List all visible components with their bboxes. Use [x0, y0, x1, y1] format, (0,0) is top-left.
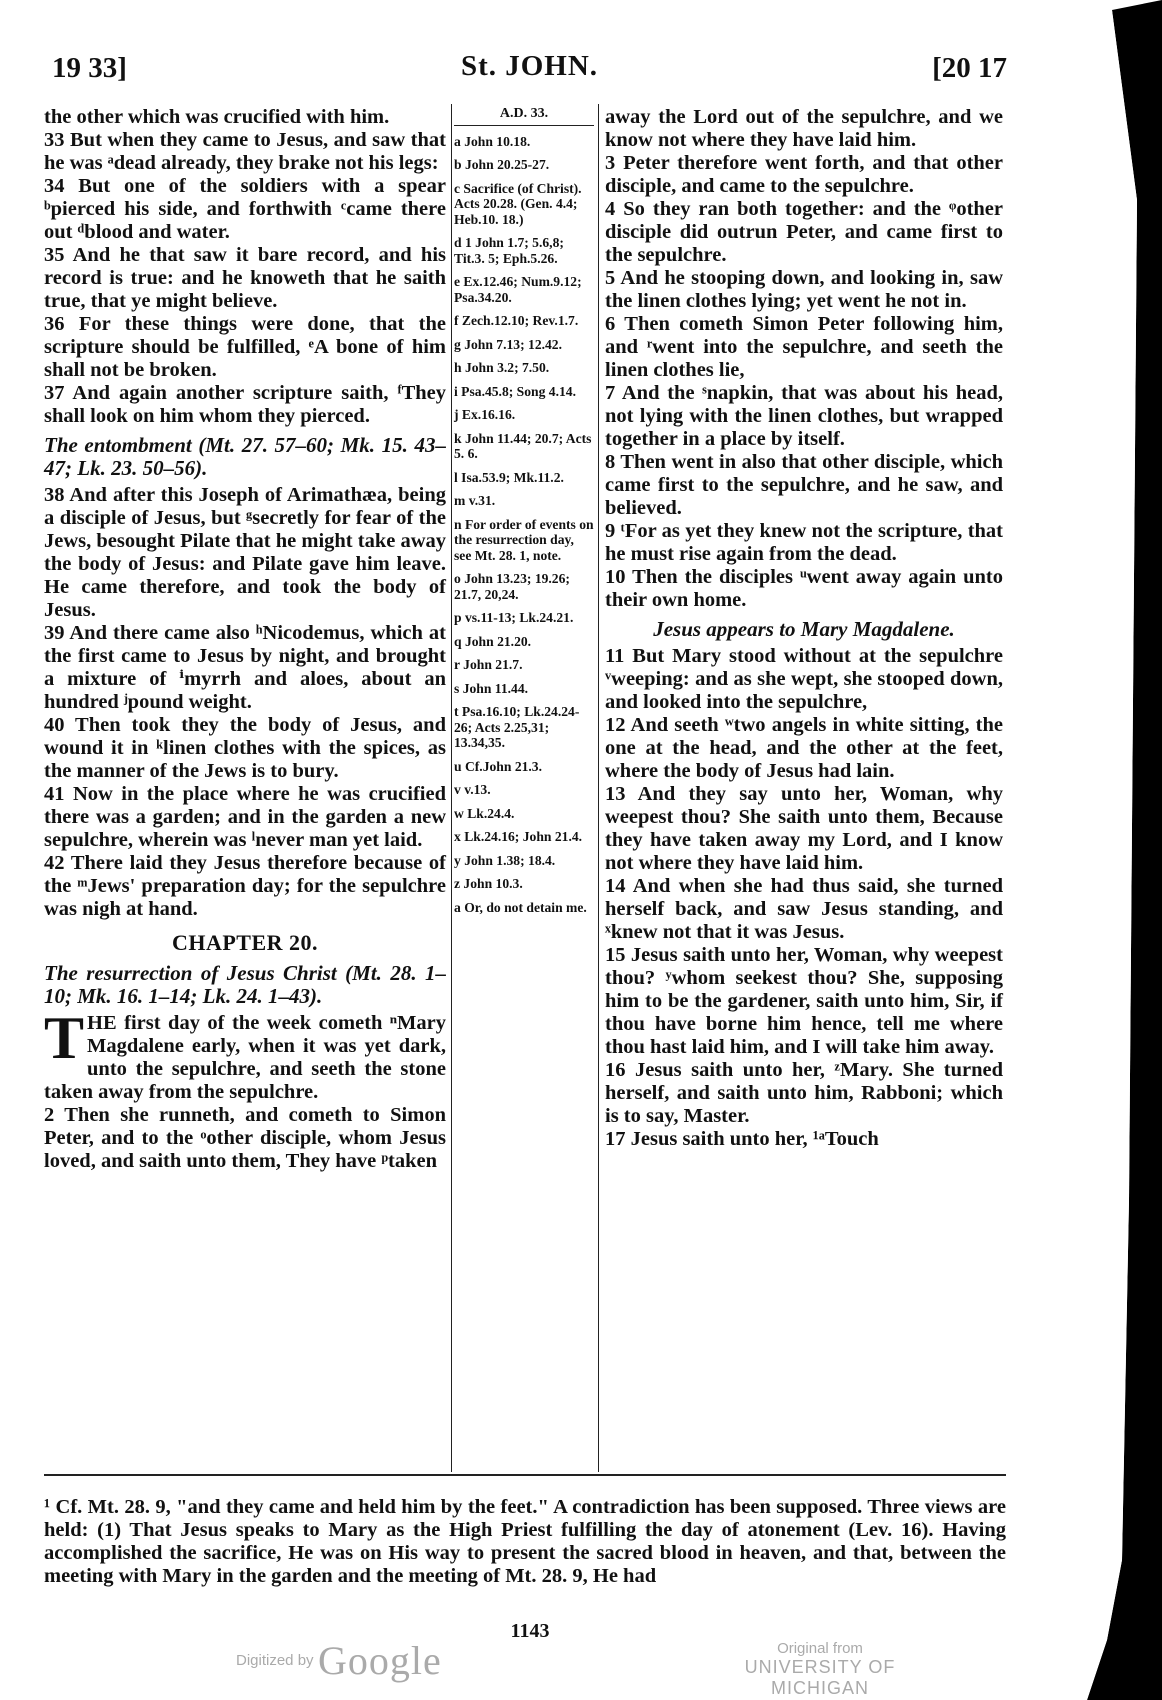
verse: 16 Jesus saith unto her, ᶻMary. She turned herself, and saith unto him, Rabboni; which is to say, Master.	[605, 1059, 1003, 1127]
google-logo: Google	[318, 1638, 442, 1683]
margin-references-column	[454, 106, 594, 923]
footnote-rule	[44, 1474, 1006, 1476]
margin-reference: a John 10.18.	[454, 133, 531, 149]
margin-reference: v v.13.	[454, 782, 491, 797]
verse: 39 And there came also ʰNicodemus, which at the first came to Jesus by night, and brought a mixture of ⁱmyrrh and aloes, about an hundred ʲpound weight.	[44, 622, 446, 713]
running-header	[52, 50, 1007, 90]
verse: 7 And the ˢnapkin, that was about his head, not lying with the linen clothes, but wrapped together in a place by itself.	[605, 382, 1003, 450]
verse: 9 ᵗFor as yet they knew not the scripture, that he must rise again from the dead.	[605, 520, 1003, 565]
header-book-title: St. JOHN.	[460, 50, 599, 82]
margin-reference: j Ex.16.16.	[454, 407, 516, 422]
original-from-watermark	[700, 1640, 940, 1699]
verse-text: HE first day of the week cometh ⁿMary Magdalene early, when it was yet dark, unto the sepulchre, and seeth the stone taken away from the sepulchre.	[44, 1012, 446, 1103]
verse: 33 But when they came to Jesus, and saw that he was ᵃdead already, they brake not his legs:	[44, 129, 446, 174]
verse: 8 Then went in also that other disciple, which came first to the sepulchre, and he saw, and believed.	[605, 451, 1003, 519]
verse: 34 But one of the soldiers with a spear ᵇpierced his side, and forthwith ᶜcame there out ᵈblood and water.	[44, 175, 446, 243]
verse: 11 But Mary stood without at the sepulchre ᵛweeping: and as she wept, she stooped down, and looked into the sepulchre,	[605, 645, 1003, 713]
margin-reference: c Sacrifice (of Christ). Acts 20.28. (Gen. 4.4; Heb.10. 18.)	[454, 180, 582, 227]
margin-reference: w Lk.24.4.	[454, 805, 515, 821]
margin-reference: z John 10.3.	[454, 876, 523, 891]
margin-reference: f Zech.12.10; Rev.1.7.	[454, 313, 579, 328]
margin-reference: g John 7.13; 12.42.	[454, 336, 563, 352]
verse: 13 And they say unto her, Woman, why weepest thou? She saith unto them, Because they have taken away my Lord, and I know not where they have laid him.	[605, 783, 1003, 874]
verse: 36 For these things were done, that the scripture should be fulfilled, ᵉA bone of him shall not be broken.	[44, 313, 446, 381]
margin-reference: s John 11.44.	[454, 680, 529, 696]
header-right-reference: [20 17	[932, 52, 1007, 84]
margin-reference: q John 21.20.	[454, 633, 532, 649]
verse: 38 And after this Joseph of Arimathæa, being a disciple of Jesus, but ᵍsecretly for fear of the Jews, besought Pilate that he might take away the body of Jesus: and Pilate gave him leave. He came therefore, and took the body of Jesus.	[44, 484, 447, 621]
page-edge-shadow	[1067, 0, 1162, 1700]
margin-reference: x Lk.24.16; John 21.4.	[454, 829, 583, 844]
section-heading-mary: Jesus appears to Mary Magdalene.	[653, 617, 955, 641]
margin-reference: d 1 John 1.7; 5.6,8; Tit.3. 5; Eph.5.26.	[454, 235, 564, 266]
digitized-by-watermark	[236, 1637, 442, 1684]
header-left-reference: 19 33]	[52, 52, 127, 84]
margin-reference: n For order of events on the resurrection day, see Mt. 28. 1, note.	[454, 516, 594, 563]
verse: 4 So they ran both together: and the ᵠother disciple did outrun Peter, and came first to the sepulchre.	[605, 198, 1003, 266]
drop-cap: T	[44, 1005, 85, 1071]
margin-reference: t Psa.16.10; Lk.24.24-26; Acts 2.25,31; 13.34,35.	[454, 704, 580, 750]
verse: 2 Then she runneth, and cometh to Simon Peter, and to the ᵒother disciple, whom Jesus loved, and saith unto them, They have ᵖtaken	[44, 1104, 446, 1172]
digitized-prefix: Digitized by	[236, 1652, 314, 1669]
margin-reference: m v.31.	[454, 493, 496, 508]
verse: 5 And he stooping down, and looking in, saw the linen clothes lying; yet went he not in.	[605, 267, 1003, 312]
margin-reference: b John 20.25-27.	[454, 157, 550, 172]
original-from-label: Original from	[777, 1640, 863, 1657]
margin-reference: i Psa.45.8; Song 4.14.	[454, 383, 576, 399]
margin-reference: k John 11.44; 20.7; Acts 5. 6.	[454, 430, 592, 461]
verse: 10 Then the disciples ᵘwent away again unto their own home.	[605, 566, 1003, 611]
margin-reference: p vs.11-13; Lk.24.21.	[454, 610, 574, 625]
university-name: UNIVERSITY OF MICHIGAN	[744, 1657, 896, 1698]
verse: away the Lord out of the sepulchre, and we know not where they have laid him.	[605, 106, 1003, 151]
margin-reference: a Or, do not detain me.	[454, 899, 587, 915]
margin-reference: e Ex.12.46; Num.9.12; Psa.34.20.	[454, 274, 582, 305]
margin-date-header: A.D. 33.	[454, 106, 594, 126]
margin-reference: u Cf.John 21.3.	[454, 758, 543, 774]
margin-reference: o John 13.23; 19.26; 21.7, 20,24.	[454, 571, 570, 602]
verse: 42 There laid they Jesus therefore because of the ᵐJews' preparation day; for the sepulchre was nigh at hand.	[44, 852, 446, 920]
verse: 12 And seeth ʷtwo angels in white sitting, the one at the head, and the other at the feet, where the body of Jesus had lain.	[605, 714, 1003, 782]
chapter-title: CHAPTER 20.	[171, 930, 319, 955]
left-text-column	[44, 106, 446, 1173]
margin-reference: r John 21.7.	[454, 657, 523, 672]
verse-first	[44, 1005, 446, 1104]
verse: 3 Peter therefore went forth, and that other disciple, and came to the sepulchre.	[605, 152, 1003, 197]
section-heading-resurrection: The resurrection of Jesus Christ (Mt. 28. 1–10; Mk. 16. 1–14; Lk. 24. 1–43).	[44, 961, 446, 1008]
page-number: 1143	[510, 1620, 550, 1642]
verse: 14 And when she had thus said, she turned herself back, and saw Jesus standing, and ˣknew not that it was Jesus.	[605, 875, 1003, 943]
verse: 41 Now in the place where he was crucified there was a garden; and in the garden a new sepulchre, wherein was ˡnever man yet laid.	[44, 783, 446, 851]
verse: 37 And again another scripture saith, ᶠThey shall look on him whom they pierced.	[44, 382, 446, 427]
verse: 35 And he that saw it bare record, and his record is true: and he knoweth that he saith true, that ye might believe.	[44, 244, 446, 312]
right-text-column	[605, 106, 1003, 1151]
verse: 40 Then took they the body of Jesus, and wound it in ᵏlinen clothes with the spices, as the manner of the Jews is to bury.	[44, 714, 446, 782]
section-heading-entombment: The entombment (Mt. 27. 57–60; Mk. 15. 43–47; Lk. 23. 50–56).	[44, 433, 446, 480]
margin-reference: l Isa.53.9; Mk.11.2.	[454, 469, 564, 485]
margin-reference: h John 3.2; 7.50.	[454, 360, 550, 375]
margin-reference: y John 1.38; 18.4.	[454, 852, 556, 868]
verse: the other which was crucified with him.	[44, 106, 390, 128]
column-rule-right	[598, 104, 599, 1472]
verse: 6 Then cometh Simon Peter following him, and ʳwent into the sepulchre, and seeth the linen clothes lie,	[605, 313, 1003, 381]
verse: 15 Jesus saith unto her, Woman, why weepest thou? ʸwhom seekest thou? She, supposing him to be the gardener, saith unto him, Sir, if thou have borne him hence, tell me where thou hast laid him, and I will take him away.	[605, 944, 1003, 1058]
verse: 17 Jesus saith unto her, ¹ᵃTouch	[605, 1128, 879, 1150]
footnote: ¹ Cf. Mt. 28. 9, "and they came and held him by the feet." A contradiction has been supposed. Three views are held: (1) That Jesus speaks to Mary as the High Priest fulfilling the day of atonement (Lev. 16). Having accomplished the sacrifice, He was on His way to present the sacred blood in heaven, and that, between the meeting with Mary in the garden and the meeting of Mt. 28. 9, He had	[44, 1496, 1006, 1587]
column-rule-left	[451, 104, 452, 1472]
